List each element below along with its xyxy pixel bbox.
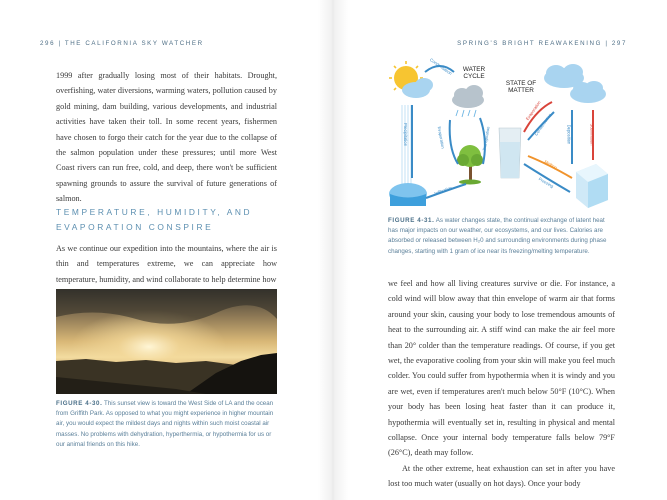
arrow-label: Condensation	[428, 57, 453, 76]
rain-cloud-icon	[452, 85, 484, 117]
diagram-artwork	[388, 60, 610, 212]
tree-icon	[457, 145, 483, 185]
water-glass-icon	[499, 128, 521, 178]
paragraph-text: 1999 after gradually losing most of their habitats. Drought, overfishing, water diversions, warming waters, pollution caused by gold mining, dam building, various developments, and industrial activities have taken their toll. In some recent years, fishermen have chosen to forgo their catch for the year due to the collapse of the salmon population under these pressures; until more West Coast rivers can run free, cold, and deep, there won't be sufficient spawning grounds to assure the survival of future generations of salmon.	[56, 71, 277, 204]
clouds-right-icon	[544, 64, 606, 103]
caption-text: This sunset view is toward the West Side of LA and the ocean from Griffith Park. As opposed to what you might experience in higher mountain air, you would expect the mildest days and nights within such moist coastal air masses. No problems with dehydration, hyperthermia, or hypothermia for us or our animal friends on this hike.	[56, 400, 274, 448]
ice-cube-icon	[576, 164, 608, 208]
figure-caption	[56, 399, 280, 450]
body-paragraph	[56, 241, 277, 287]
paragraph-text: As we continue our expedition into the mountains, where the air is thin and temperatures extreme, we can appreciate how temperature, humidity, and wind collaborate to help determine how	[56, 244, 277, 284]
section-heading: TEMPERATURE, HUMIDITY, AND EVAPORATION CONSPIRE	[56, 207, 253, 232]
arrow-label: Deposition	[566, 124, 572, 145]
arrow-label: Melting	[543, 158, 558, 171]
arrow-label: Condensation	[533, 112, 553, 137]
arrow-label: Precipitation	[403, 122, 409, 147]
water-cycle-diagram	[388, 57, 610, 212]
book-gutter	[318, 0, 348, 500]
arrow-label: Infiltration	[433, 185, 453, 196]
sunset-photo	[56, 289, 277, 394]
arrow-label: Evaporation	[524, 99, 542, 122]
body-paragraph	[56, 68, 277, 207]
figure-label: FIGURE 4-31.	[388, 217, 435, 224]
figure-label: FIGURE 4-30.	[56, 400, 103, 407]
caption-text: As water changes state, the continual exchange of latent heat has major impacts on our weather, our ecosystems, and our lives. Calories are absorbed or released between H₂0 and surrounding environments during phase changes, starting with 1 gram of ice near its freezing/melting temperature.	[388, 217, 607, 255]
figure-caption	[388, 216, 614, 257]
paragraph-text: we feel and how all living creatures survive or die. For instance, a cold wind will blow away that thin envelope of warm air that forms around your skin, causing your body to lose tremendous amounts of heat to the surrounding air. A stiff wind can make the air feel more than 20° colder than the temperature readings. Of course, if you get wet, the evaporative cooling from your skin will make you feel much colder. You could suffer from hypothermia when it is windy and you are wet, even if temperatures aren't much below 50°F (10°C). When your body has been losing heat faster than it can produce it, hypothermia will eventually set in, resulting in physical and mental collapse. Once your internal body temperature falls below 79°F (26°C), death may follow.	[388, 279, 615, 458]
paragraph-text: At the other extreme, heat exhaustion can set in after you have lost too much water (usually on hot days). Once your body	[388, 463, 615, 489]
arrow-label: Evaporation	[436, 126, 446, 149]
arrow-label: Sublimation	[589, 123, 595, 146]
body-text-block	[388, 276, 615, 492]
left-page	[0, 0, 333, 500]
arrow-label: Freezing	[537, 176, 555, 189]
running-head-right: SPRING'S BRIGHT REAWAKENING | 297	[457, 40, 627, 47]
running-head-left: 296 | THE CALIFORNIA SKY WATCHER	[40, 40, 204, 47]
state-of-matter-title: STATE OF MATTER	[505, 80, 537, 95]
water-cycle-title: WATER CYCLE	[462, 66, 486, 81]
arrow-label: Transpiration	[481, 126, 491, 151]
sunset-photo-image	[56, 289, 277, 394]
water-pool-icon	[389, 183, 427, 206]
